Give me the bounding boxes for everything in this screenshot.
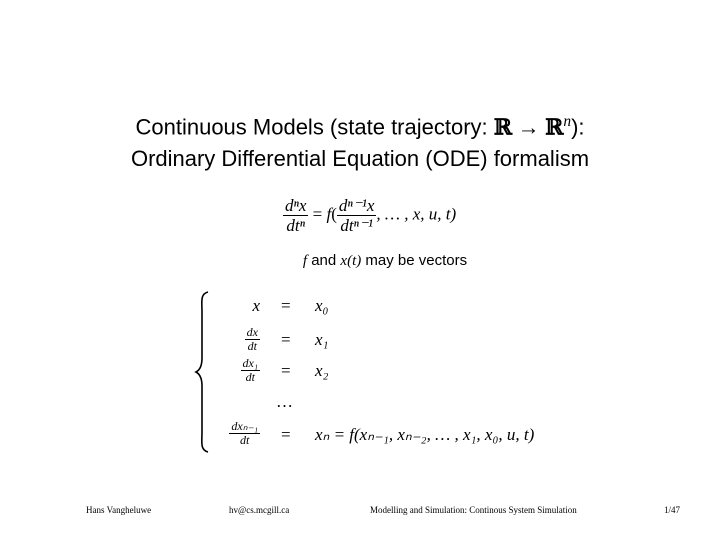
title-line-2: Ordinary Differential Equation (ODE) formalism — [130, 146, 590, 172]
note-xt: x(t) — [340, 253, 362, 269]
vectors-note — [0, 252, 720, 270]
open-paren: ( — [331, 204, 337, 224]
row5-equals: = — [281, 425, 291, 444]
title-exponent: n — [563, 113, 572, 130]
footer-email: hv@cs.mcgill.ca — [229, 505, 290, 515]
system-row-dots: … — [276, 392, 293, 411]
rhs-denominator: dtⁿ⁻¹ — [340, 216, 373, 235]
row5-numerator: dxₙ₋₁ — [231, 419, 258, 433]
slide-title — [0, 106, 720, 175]
note-rest: may be vectors — [361, 252, 468, 269]
row2-denominator: dt — [247, 339, 257, 353]
row2-lhs — [208, 326, 260, 353]
row2-fraction — [245, 326, 260, 353]
row5-rhs: xₙ = f(xₙ₋₁, xₙ₋₂, … , x₁, x₀, u, t) — [315, 425, 535, 444]
lhs-fraction — [283, 196, 308, 235]
row3-rhs: x₂ — [315, 361, 329, 380]
lhs-numerator: dⁿx — [285, 196, 307, 215]
footer-page-number: 1/47 — [664, 505, 681, 515]
row2-rhs: x₁ — [315, 330, 329, 349]
title-suffix: ): — [571, 114, 585, 140]
row5-lhs — [200, 420, 260, 447]
row3-numerator: dx₁ — [242, 356, 258, 370]
main-equation — [283, 196, 456, 235]
row5-denominator: dt — [240, 433, 250, 447]
lhs-denominator: dtⁿ — [286, 216, 305, 235]
footer-author: Hans Vangheluwe — [86, 505, 152, 515]
row2-numerator: dx — [246, 325, 258, 339]
title-line-1 — [0, 106, 720, 143]
row3-lhs — [208, 357, 260, 384]
row1-equals: = — [281, 296, 291, 315]
rhs-fraction — [337, 196, 376, 235]
row3-denominator: dt — [245, 370, 255, 384]
title-prefix: Continuous Models (state trajectory: — [135, 114, 494, 140]
equals-sign: = — [308, 204, 327, 224]
row3-fraction — [241, 357, 261, 384]
row1-rhs: x₀ — [315, 296, 329, 315]
row2-equals: = — [281, 330, 291, 349]
title-codomain: ℝ — [545, 114, 564, 141]
note-and: and — [307, 252, 341, 269]
footer-course: Modelling and Simulation: Continous System Simulation — [370, 505, 577, 515]
title-domain: ℝ — [493, 114, 513, 141]
note-f: f — [302, 253, 308, 269]
title-arrow: → — [512, 114, 546, 140]
row3-equals: = — [281, 361, 291, 380]
function-f: f — [326, 204, 332, 224]
row1-lhs: x — [252, 296, 260, 315]
equation-tail: , … , x, u, t) — [376, 204, 457, 224]
rhs-numerator: dⁿ⁻¹x — [338, 196, 375, 215]
row5-fraction — [229, 420, 260, 447]
